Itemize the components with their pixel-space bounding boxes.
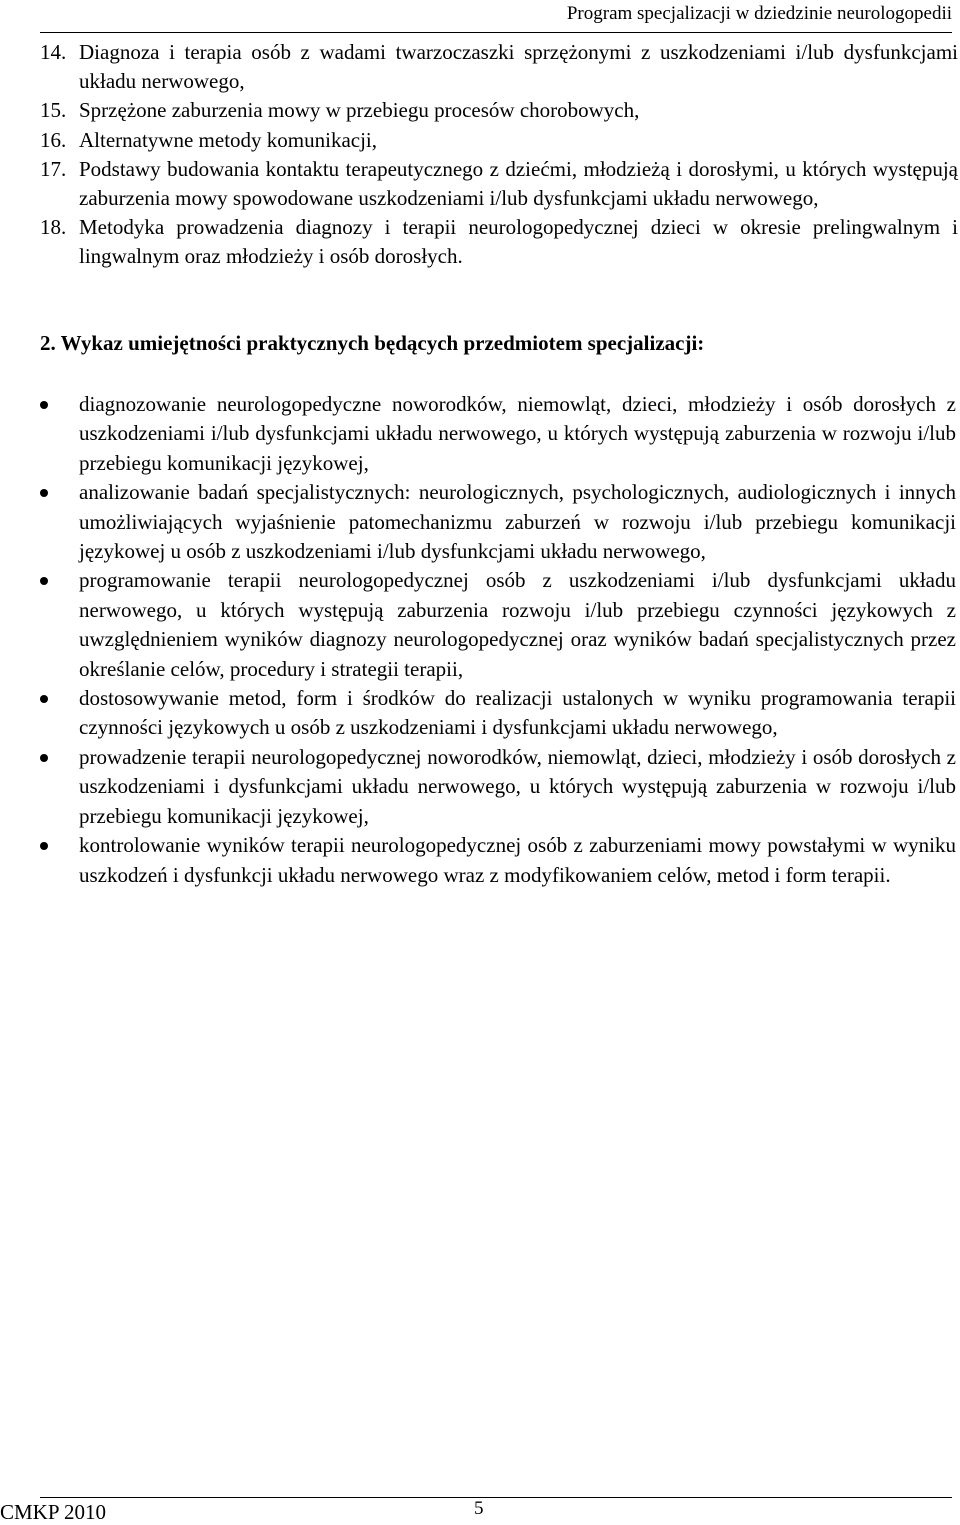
bullet-icon — [40, 577, 48, 585]
bullet-text: prowadzenie terapii neurologopedycznej noworodków, niemowląt, dzieci, młodzieży i osób dorosłych z uszkodzeniami i dysfunkcjami układu nerwowego, u których występują zaburzenia w rozwoju i/lub przebiegu komunikacji językowej, — [79, 744, 956, 828]
section-heading: 2. Wykaz umiejętności praktycznych będących przedmiotem specjalizacji: — [40, 331, 705, 355]
item-text: Metodyka prowadzenia diagnozy i terapii neurologopedycznej dzieci w okresie prelingwalnym i lingwalnym oraz młodzieży i osób dorosłych. — [79, 215, 958, 269]
bullet-item — [40, 478, 956, 566]
list-item — [40, 126, 958, 155]
item-number: 15. — [40, 98, 67, 123]
footer-label: CMKP 2010 — [0, 1500, 106, 1524]
item-text: Alternatywne metody komunikacji, — [79, 127, 378, 152]
item-text: Podstawy budowania kontaktu terapeutycznego z dziećmi, młodzieżą i dorosłymi, u których występują zaburzenia mowy spowodowane uszkodzeniami i/lub dysfunkcjami układu nerwowego, — [79, 156, 958, 211]
bullet-item — [40, 684, 956, 743]
item-number: 18. — [40, 215, 67, 240]
running-header — [40, 2, 952, 33]
item-text: Sprzężone zaburzenia mowy w przebiegu procesów chorobowych, — [79, 98, 640, 123]
header-title: Program specjalizacji w dziedzinie neurologopedii — [566, 3, 952, 24]
bullet-text: diagnozowanie neurologopedyczne noworodków, niemowląt, dzieci, młodzieży i osób dorosłych z uszkodzeniami i/lub dysfunkcjami układu nerwowego, u których występują zaburzenia w rozwoju i/lub przebiegu komunikacji językowej, — [79, 392, 956, 475]
bullet-icon — [40, 401, 48, 409]
list-item — [40, 213, 958, 271]
bullet-icon — [40, 695, 48, 703]
skills-bullet-list — [40, 390, 956, 890]
bullet-text: dostosowywanie metod, form i środków do realizacji ustalonych w wyniku programowania terapii czynności językowych u osób z uszkodzeniami i dysfunkcjami układu nerwowego, — [79, 686, 956, 740]
numbered-topic-list — [40, 38, 958, 272]
page-number: 5 — [474, 1498, 484, 1519]
item-number: 17. — [40, 156, 67, 181]
list-item — [40, 96, 958, 125]
item-number: 14. — [40, 40, 67, 64]
footer-divider — [40, 1497, 952, 1498]
item-number: 16. — [40, 127, 67, 152]
bullet-text: kontrolowanie wyników terapii neurologopedycznej osób z zaburzeniami mowy powstałymi w wyniku uszkodzeń i dysfunkcji układu nerwowego wraz z modyfikowaniem celów, metod i form terapii. — [79, 833, 956, 887]
list-item — [40, 38, 958, 96]
bullet-icon — [40, 754, 48, 762]
bullet-item — [40, 566, 956, 684]
bullet-text: programowanie terapii neurologopedycznej osób z uszkodzeniami i/lub dysfunkcjami układu nerwowego, u których występują zaburzenia rozwoju i/lub przebiegu czynności językowych z uwzględnieniem wyników diagnozy neurologopedycznej oraz wyników badań specjalistycznych przez określanie celów, procedury i strategii terapii, — [79, 568, 956, 681]
bullet-text: analizowanie badań specjalistycznych: neurologicznych, psychologicznych, audiologicznych i innych umożliwiających wyjaśnienie patomechanizmu zaburzeń w rozwoju i/lub przebiegu komunikacji językowej u osób z uszkodzeniami i/lub dysfunkcjami układu nerwowego, — [79, 480, 956, 564]
item-text: Diagnoza i terapia osób z wadami twarzoczaszki sprzężonymi z uszkodzeniami i/lub dysfunkcjami układu nerwowego, — [79, 40, 958, 94]
bullet-item — [40, 390, 956, 478]
bullet-icon — [40, 489, 48, 497]
bullet-item — [40, 831, 956, 890]
list-item — [40, 155, 958, 213]
bullet-icon — [40, 842, 48, 850]
bullet-item — [40, 743, 956, 831]
